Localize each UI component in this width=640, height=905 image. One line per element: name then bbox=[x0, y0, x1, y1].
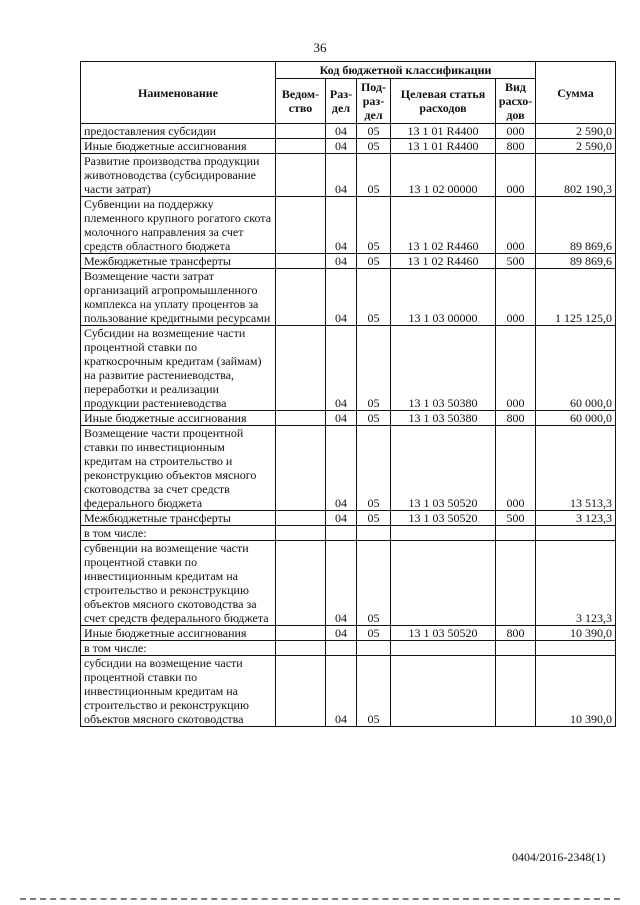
cell-vedomstvo bbox=[276, 426, 326, 511]
cell-vedomstvo bbox=[276, 197, 326, 254]
header-razdel: Раз-дел bbox=[326, 79, 357, 124]
cell-target-article: 13 1 02 R4460 bbox=[391, 197, 496, 254]
cell-expense-type: 800 bbox=[496, 411, 536, 426]
cell-expense-type bbox=[496, 526, 536, 541]
cell-podrazdel: 05 bbox=[357, 139, 391, 154]
cell-podrazdel: 05 bbox=[357, 124, 391, 139]
cell-expense-type: 000 bbox=[496, 326, 536, 411]
cell-name: Возмещение части затрат организаций агропромышленного комплекса на уплату процентов за пользование кредитными ресурсами bbox=[81, 269, 276, 326]
header-vedomstvo: Ведом-ство bbox=[276, 79, 326, 124]
cell-vedomstvo bbox=[276, 541, 326, 626]
cell-sum: 60 000,0 bbox=[536, 326, 616, 411]
cell-target-article bbox=[391, 541, 496, 626]
table-row bbox=[81, 541, 616, 626]
table-row bbox=[81, 269, 616, 326]
cell-target-article: 13 1 03 50380 bbox=[391, 326, 496, 411]
cell-vedomstvo bbox=[276, 269, 326, 326]
table-body bbox=[81, 124, 616, 727]
cell-podrazdel: 05 bbox=[357, 326, 391, 411]
cell-target-article bbox=[391, 656, 496, 727]
cell-podrazdel: 05 bbox=[357, 656, 391, 727]
cell-podrazdel: 05 bbox=[357, 269, 391, 326]
cell-name: Межбюджетные трансферты bbox=[81, 511, 276, 526]
document-code: 0404/2016-2348(1) bbox=[512, 850, 606, 864]
table-row bbox=[81, 154, 616, 197]
table-row bbox=[81, 511, 616, 526]
cell-razdel: 04 bbox=[326, 124, 357, 139]
cell-name: Межбюджетные трансферты bbox=[81, 254, 276, 269]
cell-name: предоставления субсидии bbox=[81, 124, 276, 139]
cell-name: в том числе: bbox=[81, 526, 276, 541]
cell-razdel: 04 bbox=[326, 656, 357, 727]
cell-vedomstvo bbox=[276, 154, 326, 197]
cell-podrazdel: 05 bbox=[357, 511, 391, 526]
cell-expense-type: 000 bbox=[496, 269, 536, 326]
table-row bbox=[81, 124, 616, 139]
cell-target-article bbox=[391, 641, 496, 656]
cell-podrazdel bbox=[357, 641, 391, 656]
table-row bbox=[81, 411, 616, 426]
cell-sum: 10 390,0 bbox=[536, 656, 616, 727]
cell-razdel: 04 bbox=[326, 511, 357, 526]
cell-sum: 13 513,3 bbox=[536, 426, 616, 511]
cell-name: в том числе: bbox=[81, 641, 276, 656]
cell-target-article: 13 1 03 50520 bbox=[391, 626, 496, 641]
cell-razdel bbox=[326, 641, 357, 656]
cell-expense-type bbox=[496, 656, 536, 727]
cell-razdel: 04 bbox=[326, 626, 357, 641]
cell-sum bbox=[536, 641, 616, 656]
cell-expense-type: 500 bbox=[496, 254, 536, 269]
table-row bbox=[81, 656, 616, 727]
cell-sum: 1 125 125,0 bbox=[536, 269, 616, 326]
cell-podrazdel: 05 bbox=[357, 197, 391, 254]
header-celevaya: Целевая статья расходов bbox=[391, 79, 496, 124]
cell-expense-type: 000 bbox=[496, 154, 536, 197]
cell-expense-type: 500 bbox=[496, 511, 536, 526]
table-row bbox=[81, 254, 616, 269]
cell-vedomstvo bbox=[276, 124, 326, 139]
table-row bbox=[81, 526, 616, 541]
cell-expense-type: 000 bbox=[496, 426, 536, 511]
cell-name: Иные бюджетные ассигнования bbox=[81, 139, 276, 154]
cell-vedomstvo bbox=[276, 139, 326, 154]
cell-target-article: 13 1 03 50380 bbox=[391, 411, 496, 426]
cell-podrazdel: 05 bbox=[357, 541, 391, 626]
header-podrazdel: Под-раз-дел bbox=[357, 79, 391, 124]
cell-expense-type: 800 bbox=[496, 139, 536, 154]
cell-razdel bbox=[326, 526, 357, 541]
cell-vedomstvo bbox=[276, 254, 326, 269]
cell-vedomstvo bbox=[276, 626, 326, 641]
budget-table bbox=[80, 61, 616, 727]
cell-razdel: 04 bbox=[326, 154, 357, 197]
cell-name: Иные бюджетные ассигнования bbox=[81, 626, 276, 641]
cell-razdel: 04 bbox=[326, 326, 357, 411]
cell-vedomstvo bbox=[276, 411, 326, 426]
table-row bbox=[81, 626, 616, 641]
cell-podrazdel: 05 bbox=[357, 254, 391, 269]
header-classification-group: Код бюджетной классификации bbox=[276, 62, 536, 79]
cell-expense-type: 000 bbox=[496, 197, 536, 254]
cell-sum: 2 590,0 bbox=[536, 124, 616, 139]
cell-name: Иные бюджетные ассигнования bbox=[81, 411, 276, 426]
table-row bbox=[81, 326, 616, 411]
cell-podrazdel: 05 bbox=[357, 426, 391, 511]
cell-podrazdel: 05 bbox=[357, 154, 391, 197]
cell-target-article: 13 1 03 00000 bbox=[391, 269, 496, 326]
cell-name: Возмещение части процентной ставки по инвестиционным кредитам на строительство и реконструкцию объектов мясного скотоводства за счет средств федерального бюджета bbox=[81, 426, 276, 511]
cell-sum bbox=[536, 526, 616, 541]
cell-razdel: 04 bbox=[326, 541, 357, 626]
cell-target-article: 13 1 01 R4400 bbox=[391, 139, 496, 154]
table-row bbox=[81, 139, 616, 154]
cell-vedomstvo bbox=[276, 326, 326, 411]
cell-sum: 3 123,3 bbox=[536, 541, 616, 626]
table-row bbox=[81, 426, 616, 511]
cell-name: Развитие производства продукции животноводства (субсидирование части затрат) bbox=[81, 154, 276, 197]
cell-sum: 2 590,0 bbox=[536, 139, 616, 154]
cell-name: Субвенции на поддержку племенного крупного рогатого скота молочного направления за счет средств областного бюджета bbox=[81, 197, 276, 254]
cell-target-article: 13 1 03 50520 bbox=[391, 426, 496, 511]
cell-name: Субсидии на возмещение части процентной ставки по краткосрочным кредитам (займам) на развитие растениеводства, переработки и реализации продукции растениеводства bbox=[81, 326, 276, 411]
page-number: 36 bbox=[313, 40, 327, 55]
header-sum: Сумма bbox=[536, 62, 616, 124]
cell-podrazdel: 05 bbox=[357, 411, 391, 426]
cell-sum: 10 390,0 bbox=[536, 626, 616, 641]
cell-razdel: 04 bbox=[326, 269, 357, 326]
cell-expense-type: 000 bbox=[496, 124, 536, 139]
scan-edge-line bbox=[20, 898, 620, 900]
cell-razdel: 04 bbox=[326, 197, 357, 254]
cell-sum: 89 869,6 bbox=[536, 197, 616, 254]
cell-podrazdel: 05 bbox=[357, 626, 391, 641]
cell-target-article bbox=[391, 526, 496, 541]
cell-expense-type bbox=[496, 541, 536, 626]
cell-name: субсидии на возмещение части процентной ставки по инвестиционным кредитам на строительство и реконструкцию объектов мясного скотоводства bbox=[81, 656, 276, 727]
table-row bbox=[81, 641, 616, 656]
cell-expense-type: 800 bbox=[496, 626, 536, 641]
cell-sum: 89 869,6 bbox=[536, 254, 616, 269]
cell-vedomstvo bbox=[276, 656, 326, 727]
cell-target-article: 13 1 01 R4400 bbox=[391, 124, 496, 139]
cell-name: субвенции на возмещение части процентной ставки по инвестиционным кредитам на строительство и реконструкцию объектов мясного скотоводства за счет средств федерального бюджета bbox=[81, 541, 276, 626]
header-vid: Вид расхо-дов bbox=[496, 79, 536, 124]
cell-razdel: 04 bbox=[326, 254, 357, 269]
cell-vedomstvo bbox=[276, 641, 326, 656]
cell-target-article: 13 1 02 00000 bbox=[391, 154, 496, 197]
cell-vedomstvo bbox=[276, 511, 326, 526]
table-row bbox=[81, 197, 616, 254]
cell-sum: 3 123,3 bbox=[536, 511, 616, 526]
cell-sum: 60 000,0 bbox=[536, 411, 616, 426]
cell-target-article: 13 1 02 R4460 bbox=[391, 254, 496, 269]
header-name: Наименование bbox=[81, 62, 276, 124]
cell-target-article: 13 1 03 50520 bbox=[391, 511, 496, 526]
cell-razdel: 04 bbox=[326, 411, 357, 426]
cell-razdel: 04 bbox=[326, 426, 357, 511]
cell-podrazdel bbox=[357, 526, 391, 541]
cell-expense-type bbox=[496, 641, 536, 656]
cell-razdel: 04 bbox=[326, 139, 357, 154]
cell-vedomstvo bbox=[276, 526, 326, 541]
cell-sum: 802 190,3 bbox=[536, 154, 616, 197]
